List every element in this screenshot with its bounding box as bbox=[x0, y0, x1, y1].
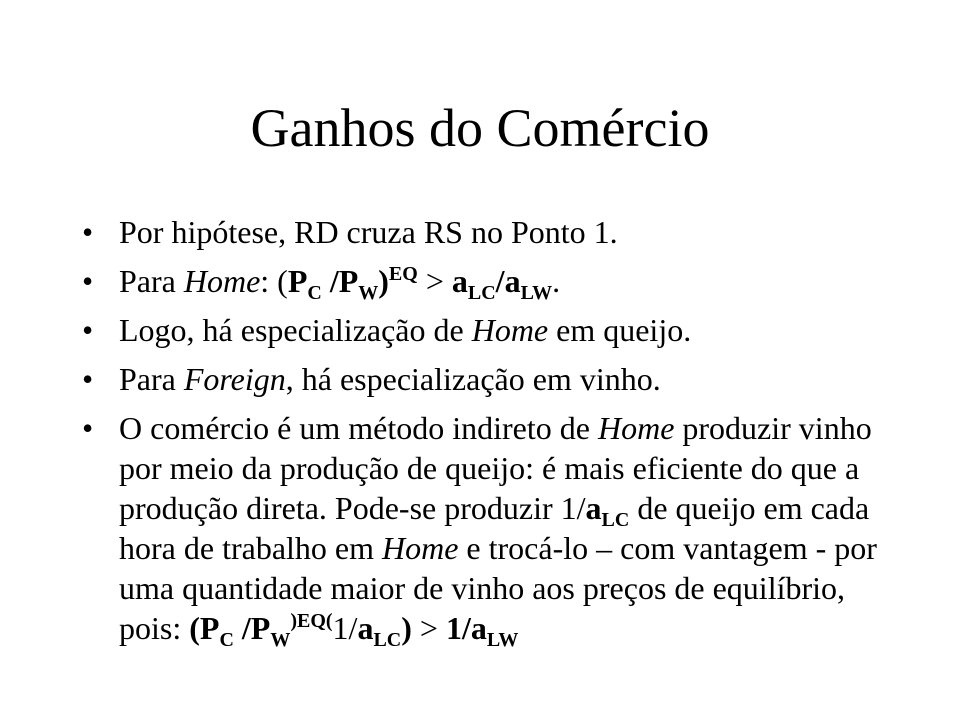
price-symbol: P bbox=[287, 263, 308, 299]
emphasis-foreign: Foreign bbox=[183, 361, 286, 397]
greater-than-symbol: > bbox=[411, 610, 446, 646]
subscript-lc: LC bbox=[467, 282, 496, 304]
text-run: : bbox=[260, 263, 278, 299]
subscript-lc: LC bbox=[601, 509, 630, 531]
text-run: e trocá-lo – com vantagem - por uma quantidade maior de vinho aos preços de equilíbrio, pois: bbox=[119, 530, 877, 646]
slash: / bbox=[233, 610, 251, 646]
bullet-icon: • bbox=[82, 312, 94, 348]
bullet-text bbox=[119, 312, 691, 348]
emphasis-home: Home bbox=[597, 410, 675, 446]
text-run: O comércio é um método indireto de bbox=[119, 410, 598, 446]
subscript-lw: LW bbox=[486, 629, 519, 651]
labor-coefficient: a bbox=[504, 263, 521, 299]
text-run: em queijo. bbox=[548, 312, 692, 348]
text-run: Logo, há especialização de bbox=[119, 312, 472, 348]
price-symbol: P bbox=[250, 610, 271, 646]
bullet-icon: • bbox=[82, 410, 94, 446]
bullet-text: Por hipótese, RD cruza RS no Ponto 1. bbox=[119, 214, 618, 250]
labor-coefficient: a bbox=[585, 490, 602, 526]
subscript-c: C bbox=[307, 282, 322, 304]
bullet-item bbox=[82, 261, 882, 304]
text-run: de queijo em cada hora de trabalho em bbox=[119, 490, 870, 566]
text-run: 1/ bbox=[332, 610, 358, 646]
subscript-w: W bbox=[270, 629, 291, 651]
bullet-text bbox=[119, 263, 561, 304]
superscript-eq: EQ bbox=[388, 263, 418, 285]
paren-open: ( bbox=[189, 610, 200, 646]
bullet-item bbox=[82, 310, 882, 350]
labor-coefficient: a bbox=[470, 610, 487, 646]
text-run: , há especialização em vinho. bbox=[285, 361, 661, 397]
bullet-item bbox=[82, 408, 882, 651]
price-symbol: P bbox=[199, 610, 220, 646]
paren-close: ) bbox=[378, 263, 389, 299]
slide-title: Ganhos do Comércio bbox=[250, 98, 710, 158]
bullet-icon: • bbox=[82, 361, 94, 397]
bullet-item bbox=[82, 359, 882, 399]
slash: / bbox=[321, 263, 339, 299]
labor-coefficient: a bbox=[357, 610, 374, 646]
bullet-icon: • bbox=[82, 214, 94, 250]
paren-close: ) bbox=[401, 610, 412, 646]
subscript-w: W bbox=[358, 282, 379, 304]
bullet-text bbox=[119, 361, 661, 397]
text-run: Para bbox=[119, 361, 184, 397]
emphasis-home: Home bbox=[382, 530, 459, 566]
superscript-eq: )EQ( bbox=[290, 610, 333, 632]
labor-coefficient: a bbox=[451, 263, 468, 299]
bullet-icon: • bbox=[82, 263, 94, 299]
text-run: produzir vinho por meio da produção de queijo: é mais eficiente do que a produção direta. Pode-se produzir 1/ bbox=[119, 410, 872, 526]
bullet-item bbox=[82, 212, 882, 252]
emphasis-home: Home bbox=[471, 312, 549, 348]
subscript-lc: LC bbox=[373, 629, 402, 651]
period: . bbox=[552, 263, 561, 299]
bullet-list bbox=[82, 212, 882, 657]
text-run: Para bbox=[119, 263, 184, 299]
bullet-text bbox=[119, 410, 877, 651]
greater-than-symbol: > bbox=[417, 263, 452, 299]
text-run: 1/ bbox=[445, 610, 471, 646]
slash: / bbox=[495, 263, 505, 299]
subscript-c: C bbox=[219, 629, 234, 651]
emphasis-home: Home bbox=[183, 263, 261, 299]
paren-open: ( bbox=[277, 263, 288, 299]
price-symbol: P bbox=[338, 263, 359, 299]
subscript-lw: LW bbox=[520, 282, 553, 304]
